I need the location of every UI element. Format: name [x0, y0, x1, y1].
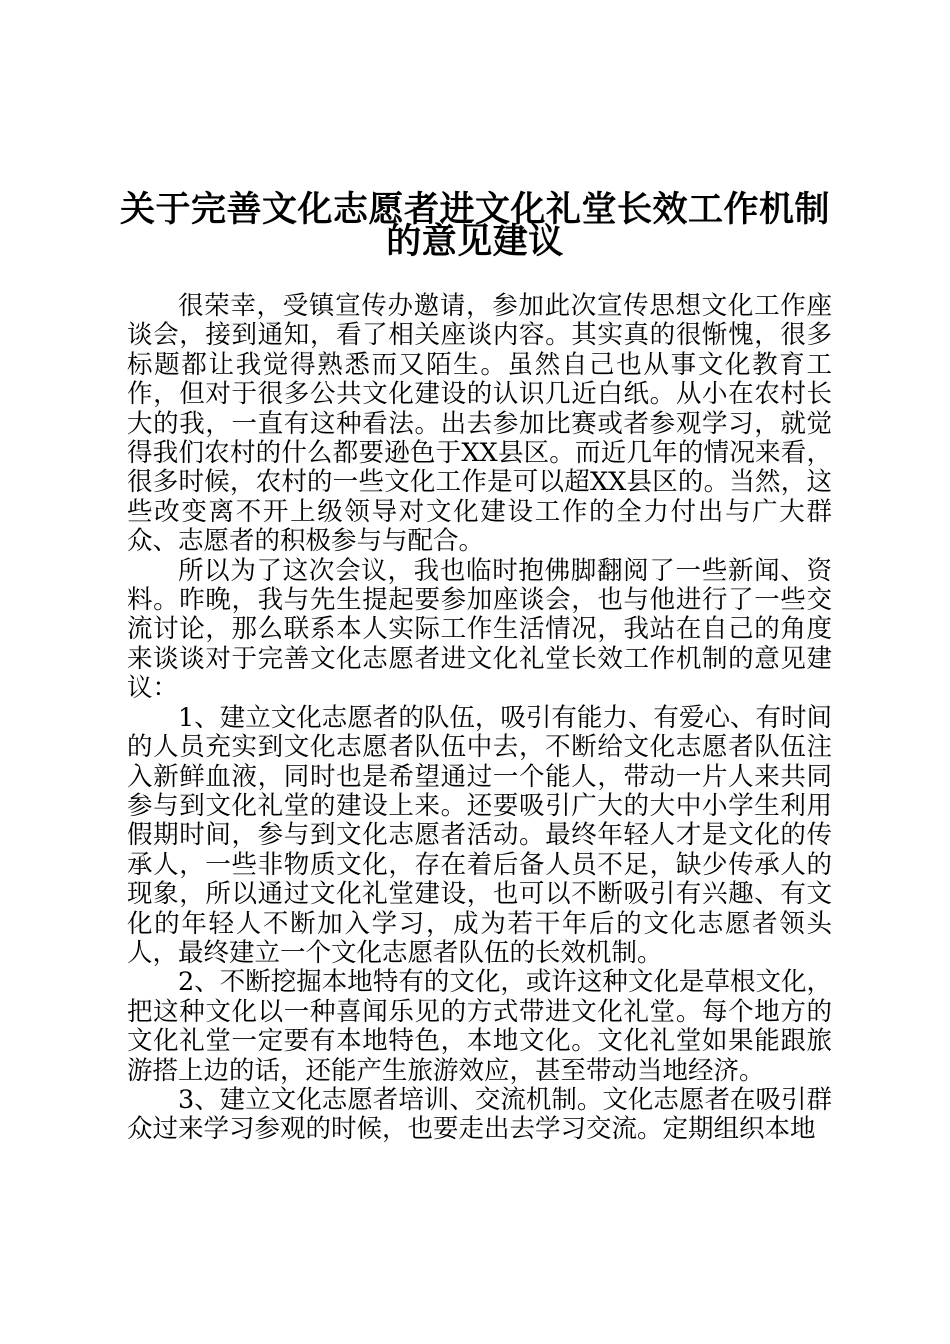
- paragraph-preparation: 所以为了这次会议，我也临时抱佛脚翻阅了一些新闻、资料。昨晚，我与先生提起要参加座谈会，也与他进行了一些交流讨论，那么联系本人实际工作生活情况，我站在自己的角度来谈谈对于完善文化志愿者进文化礼堂长效工作机制的意见建议：: [127, 555, 832, 704]
- paragraph-intro: 很荣幸，受镇宣传办邀请，参加此次宣传思想文化工作座谈会，接到通知，看了相关座谈内容。其实真的很惭愧，很多标题都让我觉得熟悉而又陌生。虽然自己也从事文化教育工作，但对于很多公共文化建设的认识几近白纸。从小在农村长大的我，一直有这种看法。出去参加比赛或者参观学习，就觉得我们农村的什么都要逊色于XX县区。而近几年的情况来看，很多时候，农村的一些文化工作是可以超XX县区的。当然，这些改变离不开上级领导对文化建设工作的全力付出与广大群众、志愿者的积极参与与配合。: [127, 291, 832, 557]
- paragraph-suggestion-3: 3、建立文化志愿者培训、交流机制。文化志愿者在吸引群众过来学习参观的时候，也要走出去学习交流。定期组织本地: [127, 1084, 832, 1145]
- paragraph-suggestion-2: 2、不断挖掘本地特有的文化，或许这种文化是草根文化，把这种文化以一种喜闻乐见的方式带进文化礼堂。每个地方的文化礼堂一定要有本地特色，本地文化。文化礼堂如果能跟旅游搭上边的话，还能产生旅游效应，甚至带动当地经济。: [127, 967, 832, 1086]
- document-body: [127, 292, 832, 1145]
- paragraph-suggestion-1: 1、建立文化志愿者的队伍，吸引有能力、有爱心、有时间的人员充实到文化志愿者队伍中去，不断给文化志愿者队伍注入新鲜血液，同时也是希望通过一个能人，带动一片人来共同参与到文化礼堂的建设上来。还要吸引广大的大中小学生利用假期时间，参与到文化志愿者活动。最终年轻人才是文化的传承人，一些非物质文化，存在着后备人员不足，缺少传承人的现象，所以通过文化礼堂建设，也可以不断吸引有兴趣、有文化的年轻人不断加入学习，成为若干年后的文化志愿者领头人，最终建立一个文化志愿者队伍的长效机制。: [127, 702, 832, 968]
- document-title-line-1: 关于完善文化志愿者进文化礼堂长效工作机制: [119, 190, 830, 230]
- document-title-line-2: 的意见建议: [386, 222, 564, 262]
